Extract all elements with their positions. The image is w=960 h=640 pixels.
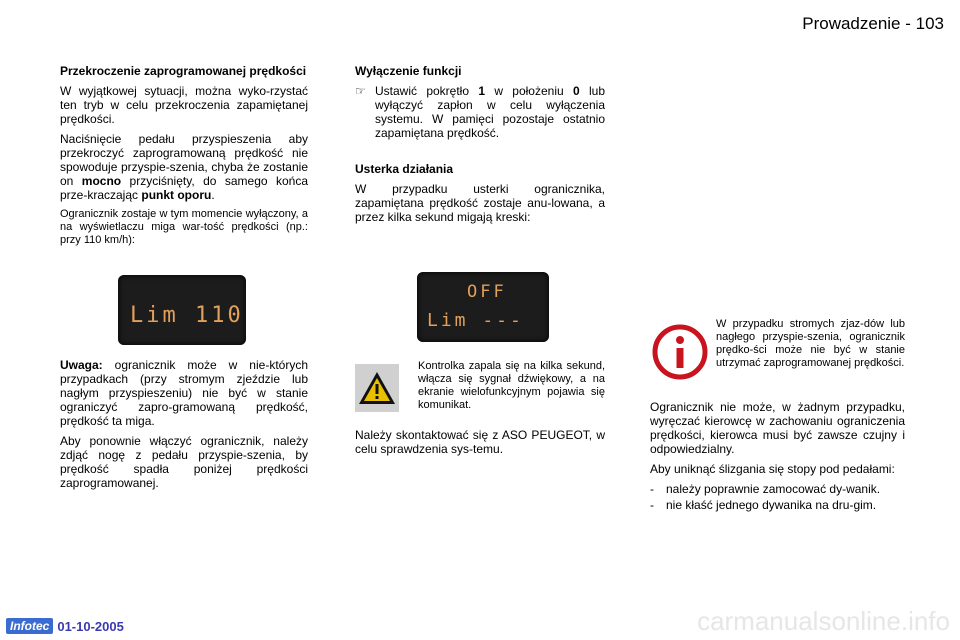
display-text-bottom: Lim --- — [427, 310, 524, 331]
list-item: ☞ Ustawić pokrętło 1 w położeniu 0 lub wyłączyć zapłon w celu wyłączenia systemu. W pamięci pozostaje ostatnio zapamiętana prędkość. — [355, 84, 605, 140]
warning-text: Kontrolka zapala się na kilka sekund, włącza się sygnał dźwiękowy, a na ekranie wielofunkcyjnym pojawia się komunikat. — [418, 360, 605, 411]
display-text: Lim 110 — [130, 303, 244, 328]
list-item: - należy poprawnie zamocować dy-wanik. — [650, 482, 881, 496]
section-heading-disable: Wyłączenie funkcji — [355, 64, 462, 78]
paragraph: Ogranicznik nie może, w żadnym przypadku, wyręczać kierowcę w zachowaniu ograniczenia prędkości, kierowca musi być zawsze czujny i odpowiedzialny. — [650, 400, 905, 456]
middle-lower — [355, 428, 605, 462]
note-paragraph: Uwaga: ogranicznik może w nie-których przypadkach (przy stromym zjeździe lub nagłym przyspieszeniu) nie być w stanie ograniczyć zapro-gramowaną prędkość, prędkość ta miga. — [60, 358, 308, 428]
watermark: carmanualsonline.info — [697, 606, 950, 636]
page-title: Prowadzenie - 103 — [802, 14, 944, 33]
paragraph: Aby ponownie włączyć ogranicznik, należy zdjąć nogę z pedału przyspie-szenia, by prędkość spadła poniżej prędkości zaprogramowanej. — [60, 434, 308, 490]
info-text: W przypadku stromych zjaz-dów lub nagłego przyspie-szenia, ogranicznik prędko-ści może nie być w stanie utrzymać zaprogramowanej prędkości. — [716, 318, 905, 369]
display-text-top: OFF — [467, 282, 507, 302]
paragraph: Należy skontaktować się z ASO PEUGEOT, w celu sprawdzenia sys-temu. — [355, 428, 605, 456]
warning-note — [418, 360, 605, 418]
warning-icon — [355, 364, 399, 412]
list-item: - nie kłaść jednego dywanika na dru-gim. — [650, 498, 877, 512]
info-icon — [652, 322, 708, 382]
paragraph: Ogranicznik zostaje w tym momencie wyłączony, a na wyświetlaczu miga war-tość prędkości (np.: przy 110 km/h): — [60, 208, 308, 246]
paragraph: W przypadku usterki ogranicznika, zapamiętana prędkość zostaje anu-lowana, a przez kilka sekund migają kreski: — [355, 182, 605, 224]
section-heading-override: Przekroczenie zaprogramowanej prędkości — [60, 64, 307, 78]
middle-column — [355, 64, 605, 230]
section-heading-fault: Usterka działania — [355, 162, 454, 176]
left-column — [60, 64, 308, 253]
note-label: Uwaga: — [60, 358, 103, 372]
footer-date: 01-10-2005 — [57, 618, 124, 634]
left-column-lower — [60, 358, 308, 496]
infotec-logo: Infotec — [6, 618, 53, 634]
footer — [6, 618, 124, 634]
right-column — [650, 400, 905, 514]
fault-display — [417, 272, 549, 342]
paragraph: W wyjątkowej sytuacji, można wyko-rzystać ten tryb w celu przekroczenia zapamiętanej prędkości. — [60, 84, 308, 126]
pointing-hand-icon: ☞ — [355, 84, 366, 98]
speed-limit-display — [118, 275, 246, 345]
info-note — [716, 318, 905, 376]
paragraph: Aby uniknąć ślizgania się stopy pod pedałami: — [650, 462, 895, 476]
paragraph: Naciśnięcie pedału przyspieszenia aby przekroczyć zaprogramowaną prędkość nie spowoduje przyspie-szenia, chyba że zostanie on mocno przyciśnięty, do samego końca prze-kraczając punkt oporu. — [60, 132, 308, 202]
